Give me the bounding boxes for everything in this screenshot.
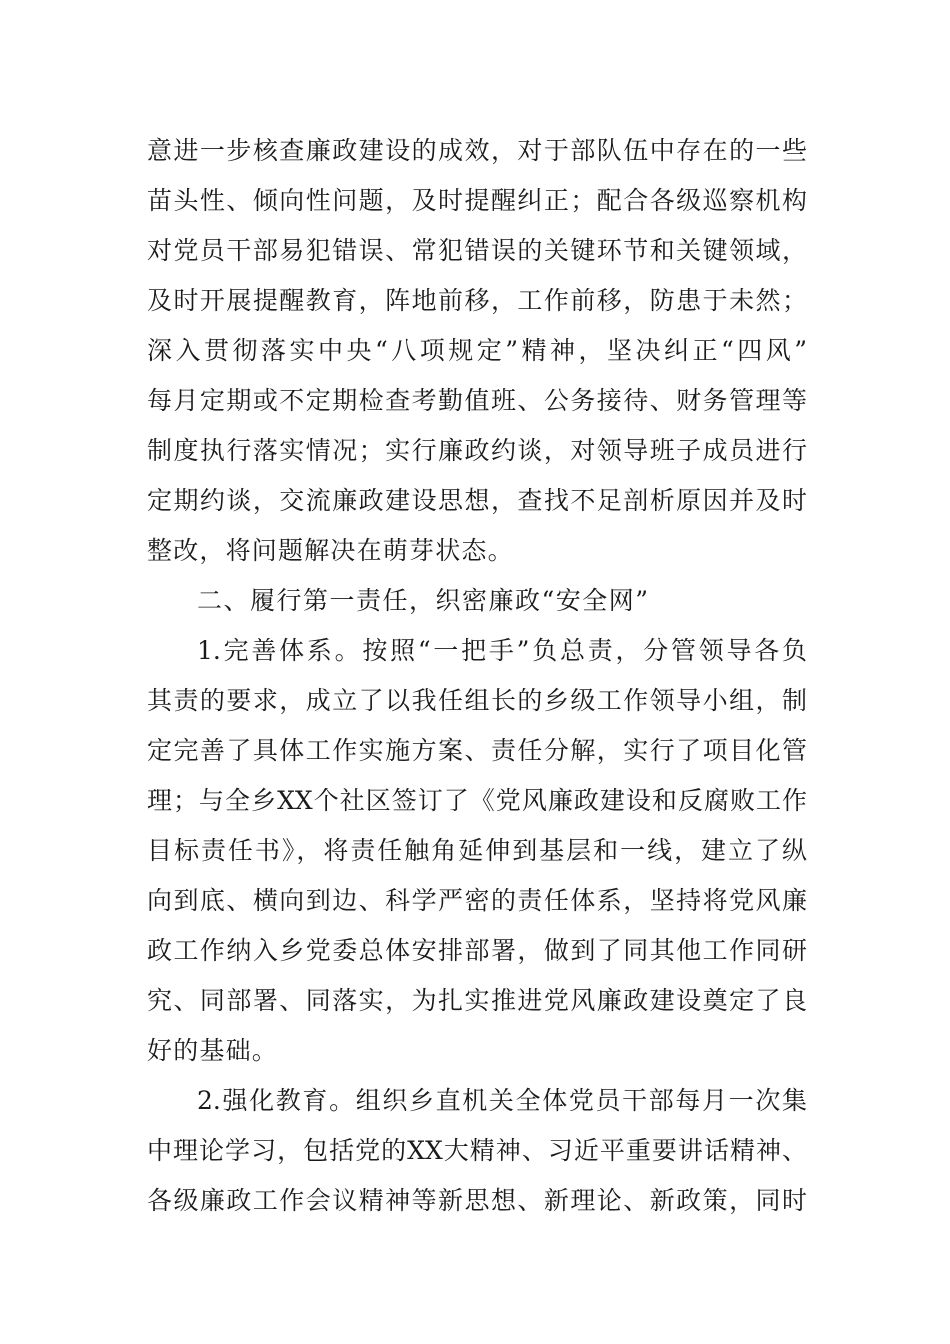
paragraph-start-line: 1.完善体系。按照“一把手”负总责，分管领导各负 [197, 636, 807, 665]
text-line: 定完善了具体工作实施方案、责任分解，实行了项目化管 [147, 736, 807, 765]
text-line: 意进一步核查廉政建设的成效，对于部队伍中存在的一些 [147, 136, 807, 165]
text-line: 对党员干部易犯错误、常犯错误的关键环节和关键领域， [147, 236, 807, 265]
text-line: 制度执行落实情况；实行廉政约谈，对领导班子成员进行 [147, 436, 807, 465]
text-line: 究、同部署、同落实，为扎实推进党风廉政建设奠定了良 [147, 986, 807, 1015]
text-line: 政工作纳入乡党委总体安排部署，做到了同其他工作同研 [147, 936, 807, 965]
text-line: 中理论学习，包括党的XX大精神、习近平重要讲话精神、 [147, 1136, 807, 1165]
text-line: 及时开展提醒教育，阵地前移，工作前移，防患于未然； [147, 286, 807, 315]
text-line: 目标责任书》，将责任触角延伸到基层和一线，建立了纵 [147, 836, 807, 865]
text-line: 好的基础。 [147, 1036, 279, 1065]
text-line: 整改，将问题解决在萌芽状态。 [147, 536, 514, 565]
text-line: 理；与全乡XX个社区签订了《党风廉政建设和反腐败工作 [147, 786, 807, 815]
text-line: 向到底、横向到边、科学严密的责任体系，坚持将党风廉 [147, 886, 807, 915]
text-line: 其责的要求，成立了以我任组长的乡级工作领导小组，制 [147, 686, 807, 715]
text-line: 定期约谈，交流廉政建设思想，查找不足剖析原因并及时 [147, 486, 807, 515]
text-line: 每月定期或不定期检查考勤值班、公务接待、财务管理等 [147, 386, 807, 415]
section-heading: 二、履行第一责任，织密廉政“安全网” [197, 586, 650, 615]
text-line: 深入贯彻落实中央“八项规定”精神，坚决纠正“四风” [147, 336, 807, 365]
paragraph-start-line: 2.强化教育。组织乡直机关全体党员干部每月一次集 [197, 1086, 807, 1115]
text-line: 各级廉政工作会议精神等新思想、新理论、新政策，同时 [147, 1186, 807, 1215]
text-line: 苗头性、倾向性问题，及时提醒纠正；配合各级巡察机构 [147, 186, 807, 215]
